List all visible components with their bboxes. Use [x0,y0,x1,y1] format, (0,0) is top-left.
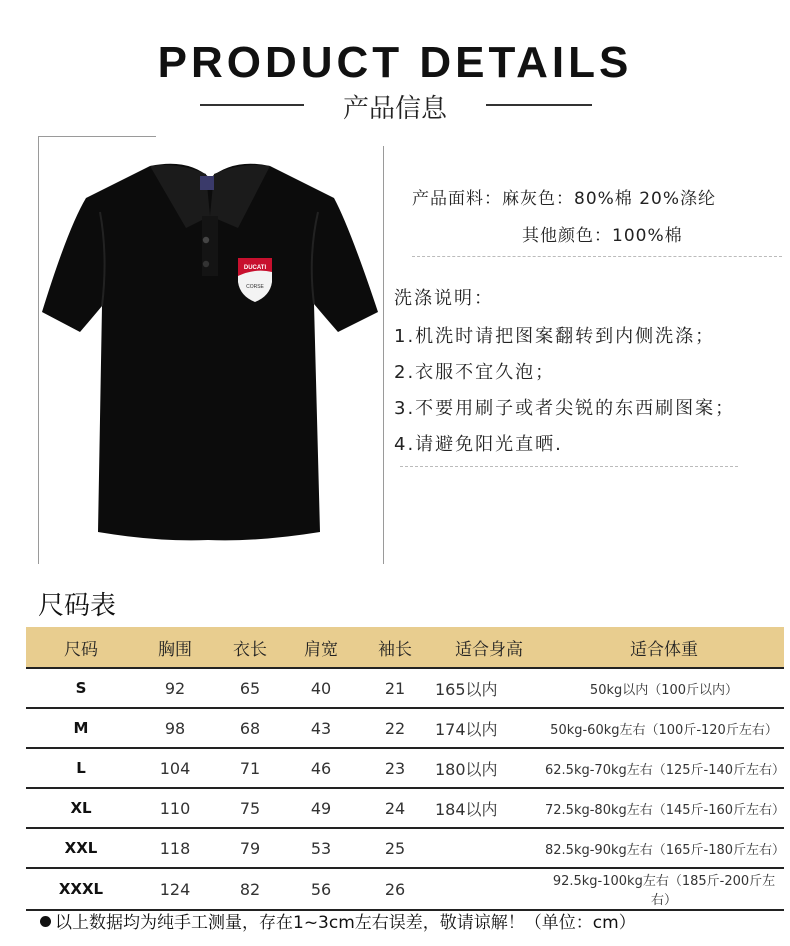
product-photo-frame [38,136,384,564]
cell-weight: 50kg以内（100斤以内） [544,668,784,708]
cell-shoulder: 56 [286,868,356,910]
page-subtitle: 产品信息 [342,94,447,124]
cell-weight: 62.5kg-70kg左右（125斤-140斤左右） [544,748,784,788]
table-row [26,868,784,910]
col-header-length: 衣长 [214,627,286,668]
washing-heading: 洗涤说明： [394,288,494,309]
cell-length: 79 [214,828,286,868]
cell-sleeve: 24 [356,788,434,828]
table-row [26,828,784,868]
cell-weight: 82.5kg-90kg左右（165斤-180斤左右） [544,828,784,868]
col-header-weight: 适合体重 [544,627,784,668]
table-row [26,748,784,788]
cell-size: M [26,708,136,748]
cell-length: 82 [214,868,286,910]
subtitle-row [0,88,790,124]
bullet-dot-icon [40,916,51,927]
cell-length: 65 [214,668,286,708]
cell-sleeve: 25 [356,828,434,868]
col-header-size: 尺码 [26,627,136,668]
cell-height [434,868,544,910]
cell-shoulder: 40 [286,668,356,708]
cell-shoulder: 49 [286,788,356,828]
cell-height: 165以内 [434,668,544,708]
ducati-logo-text: DUCATI [243,265,267,271]
cell-weight: 50kg-60kg左右（100斤-120斤左右） [544,708,784,748]
divider-dashed-2 [400,466,738,467]
size-chart-header-row [26,627,784,668]
shirt-button-2 [203,261,209,267]
cell-chest: 92 [136,668,214,708]
cell-weight: 92.5kg-100kg左右（185斤-200斤左右） [544,868,784,910]
polo-shirt-image [38,136,384,564]
cell-size: XL [26,788,136,828]
table-row [26,788,784,828]
cell-size: XXXL [26,868,136,910]
cell-height: 184以内 [434,788,544,828]
cell-chest: 110 [136,788,214,828]
cell-height: 174以内 [434,708,544,748]
cell-sleeve: 23 [356,748,434,788]
cell-chest: 118 [136,828,214,868]
cell-height [434,828,544,868]
cell-weight: 72.5kg-80kg左右（145斤-160斤左右） [544,788,784,828]
fabric-line-1 [412,184,716,209]
cell-length: 68 [214,708,286,748]
divider-dashed-1 [412,256,782,257]
cell-shoulder: 53 [286,828,356,868]
table-row [26,668,784,708]
washing-item-4: 4.请避免阳光直晒. [394,434,563,455]
cell-size: L [26,748,136,788]
cell-shoulder: 43 [286,708,356,748]
col-header-chest: 胸围 [136,627,214,668]
fabric-value-1: 麻灰色：80%棉 20%涤纶 [502,189,716,209]
fabric-label: 产品面料： [412,189,502,209]
fabric-line-2: 其他颜色：100%棉 [522,226,683,246]
cell-chest: 104 [136,748,214,788]
washing-item-1: 1.机洗时请把图案翻转到内侧洗涤； [394,326,716,347]
cell-length: 75 [214,788,286,828]
page-title: PRODUCT DETAILS [157,38,633,87]
cell-length: 71 [214,748,286,788]
cell-sleeve: 26 [356,868,434,910]
cell-sleeve: 21 [356,668,434,708]
footer-note-row [40,908,636,933]
washing-item-3: 3.不要用刷子或者尖锐的东西刷图案； [394,398,736,419]
cell-size: XXL [26,828,136,868]
cell-chest: 124 [136,868,214,910]
col-header-height: 适合身高 [434,627,544,668]
table-row [26,708,784,748]
cell-sleeve: 22 [356,708,434,748]
cell-size: S [26,668,136,708]
shirt-button-1 [203,237,209,243]
neck-label [200,176,214,190]
washing-item-2: 2.衣服不宜久泡； [394,362,556,383]
size-chart-table [26,627,784,911]
footer-note: 以上数据均为纯手工测量，存在1~3cm左右误差，敬请谅解！（单位：cm） [55,913,636,933]
corse-logo-text: CORSE [246,284,264,290]
cell-height: 180以内 [434,748,544,788]
cell-shoulder: 46 [286,748,356,788]
size-chart-title: 尺码表 [38,591,117,621]
shirt-placket [202,216,218,276]
subtitle-line-right [486,104,592,106]
col-header-shoulder: 肩宽 [286,627,356,668]
col-header-sleeve: 袖长 [356,627,434,668]
cell-chest: 98 [136,708,214,748]
